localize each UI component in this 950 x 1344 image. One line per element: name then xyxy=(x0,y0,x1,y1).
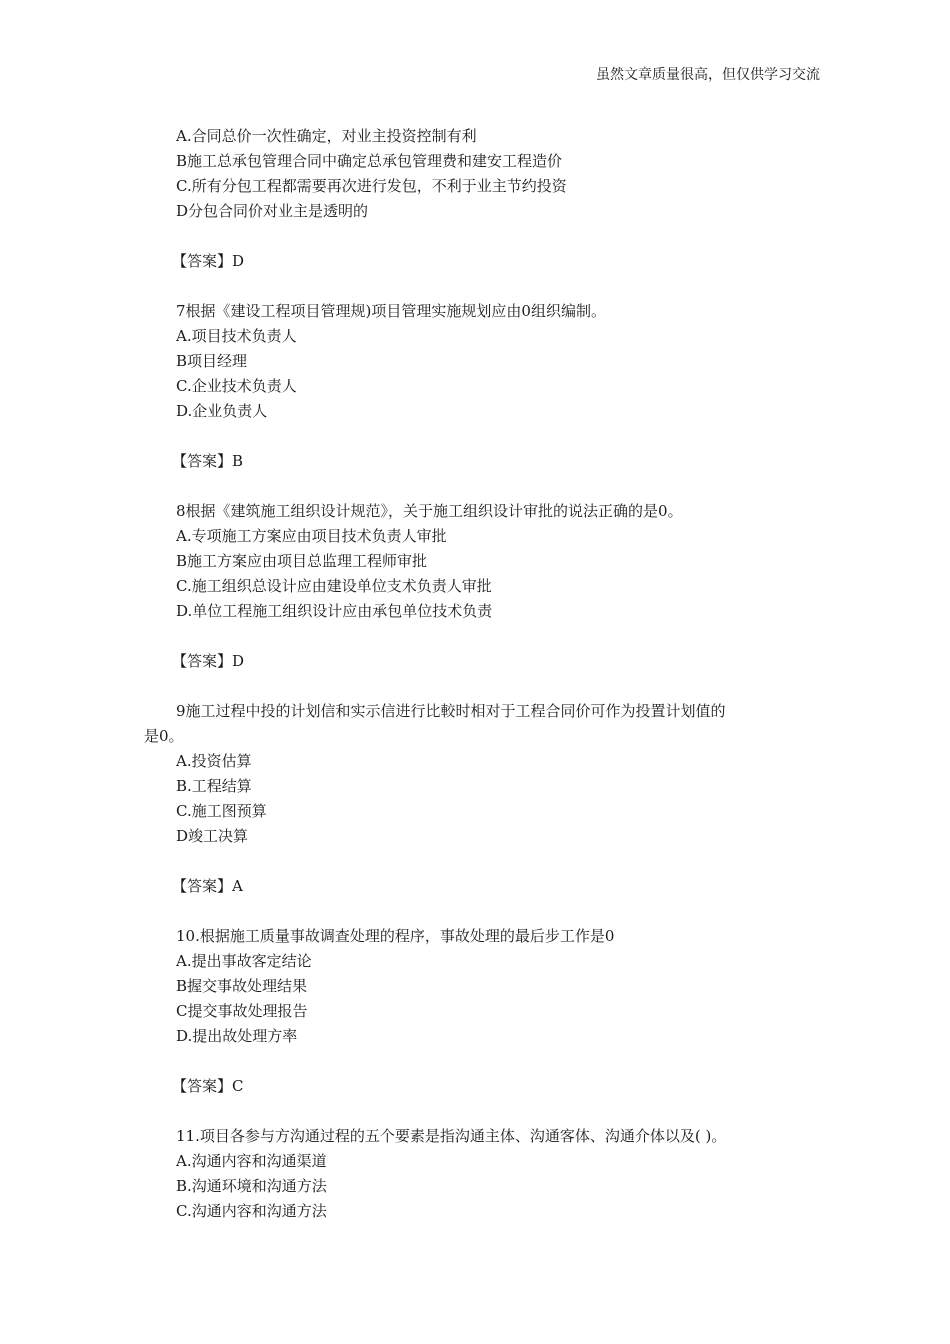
option-a: A.合同总价一次性确定，对业主投资控制有利 xyxy=(176,127,477,145)
q7-option-a: A.项目技术负责人 xyxy=(176,327,297,345)
document-body xyxy=(144,124,806,1224)
option-c: C.所有分包工程都需要再次进行发包，不利于业主节约投资 xyxy=(176,177,567,195)
q11-option-b: B.沟通环境和沟通方法 xyxy=(176,1177,327,1195)
q9-option-d: D竣工决算 xyxy=(176,827,249,845)
question-7: 7根据《建设工程项目管理规)项目管理实施规划应由0组织编制。 xyxy=(176,302,606,320)
q10-option-a: A.提出事故客定结论 xyxy=(176,952,312,970)
q8-option-b: B施工方案应由项目总监理工程师审批 xyxy=(176,552,428,570)
option-list xyxy=(176,124,806,224)
q8-option-d: D.单位工程施工组织设计应由承包单位技术负责 xyxy=(176,602,493,620)
question-9-line2: 是0。 xyxy=(144,727,184,745)
question-8: 8根据《建筑施工组织设计规范》，关于施工组织设计审批的说法正确的是0。 xyxy=(176,502,683,520)
q11-option-c: C.沟通内容和沟通方法 xyxy=(176,1202,327,1220)
question-11: 11.项目各参与方沟通过程的五个要素是指沟通主体、沟通客体、沟通介体以及( )。 xyxy=(176,1127,727,1145)
q10-option-d: D.提出故处理方率 xyxy=(176,1027,298,1045)
q10-option-b: B握交事故处理结果 xyxy=(176,977,308,995)
answer-7: 【答案】B xyxy=(172,452,244,470)
q8-option-c: C.施工组织总设计应由建设单位支术负责人审批 xyxy=(176,577,492,595)
answer-9: 【答案】A xyxy=(172,877,243,895)
q10-option-c: C提交事故处理报告 xyxy=(176,1002,308,1020)
option-b: B施工总承包管理合同中确定总承包管理费和建安工程造价 xyxy=(176,152,563,170)
answer-8: 【答案】D xyxy=(172,652,245,670)
q7-option-c: C.企业技术负责人 xyxy=(176,377,297,395)
answer-10: 【答案】C xyxy=(172,1077,244,1095)
question-9-line1: 9施工过程中投的计划信和实示信进行比較时相对于工程合同价可作为投置计划值的 xyxy=(176,702,726,720)
q9-option-c: C.施工图预算 xyxy=(176,802,267,820)
q8-option-a: A.专项施工方案应由项目技术负责人审批 xyxy=(176,527,447,545)
option-d: D分包合同价对业主是透明的 xyxy=(176,202,369,220)
q7-option-b: B项目经理 xyxy=(176,352,248,370)
q9-option-a: A.投资估算 xyxy=(176,752,252,770)
header-note: 虽然文章质量很高，但仅供学习交流 xyxy=(596,67,820,83)
q9-option-b: B.工程结算 xyxy=(176,777,252,795)
question-10: 10.根据施工质量事故调查处理的程序，事故处理的最后步工作是0 xyxy=(176,927,615,945)
answer-6: 【答案】D xyxy=(172,252,245,270)
q7-option-d: D.企业负责人 xyxy=(176,402,268,420)
q11-option-a: A.沟通内容和沟通渠道 xyxy=(176,1152,327,1170)
